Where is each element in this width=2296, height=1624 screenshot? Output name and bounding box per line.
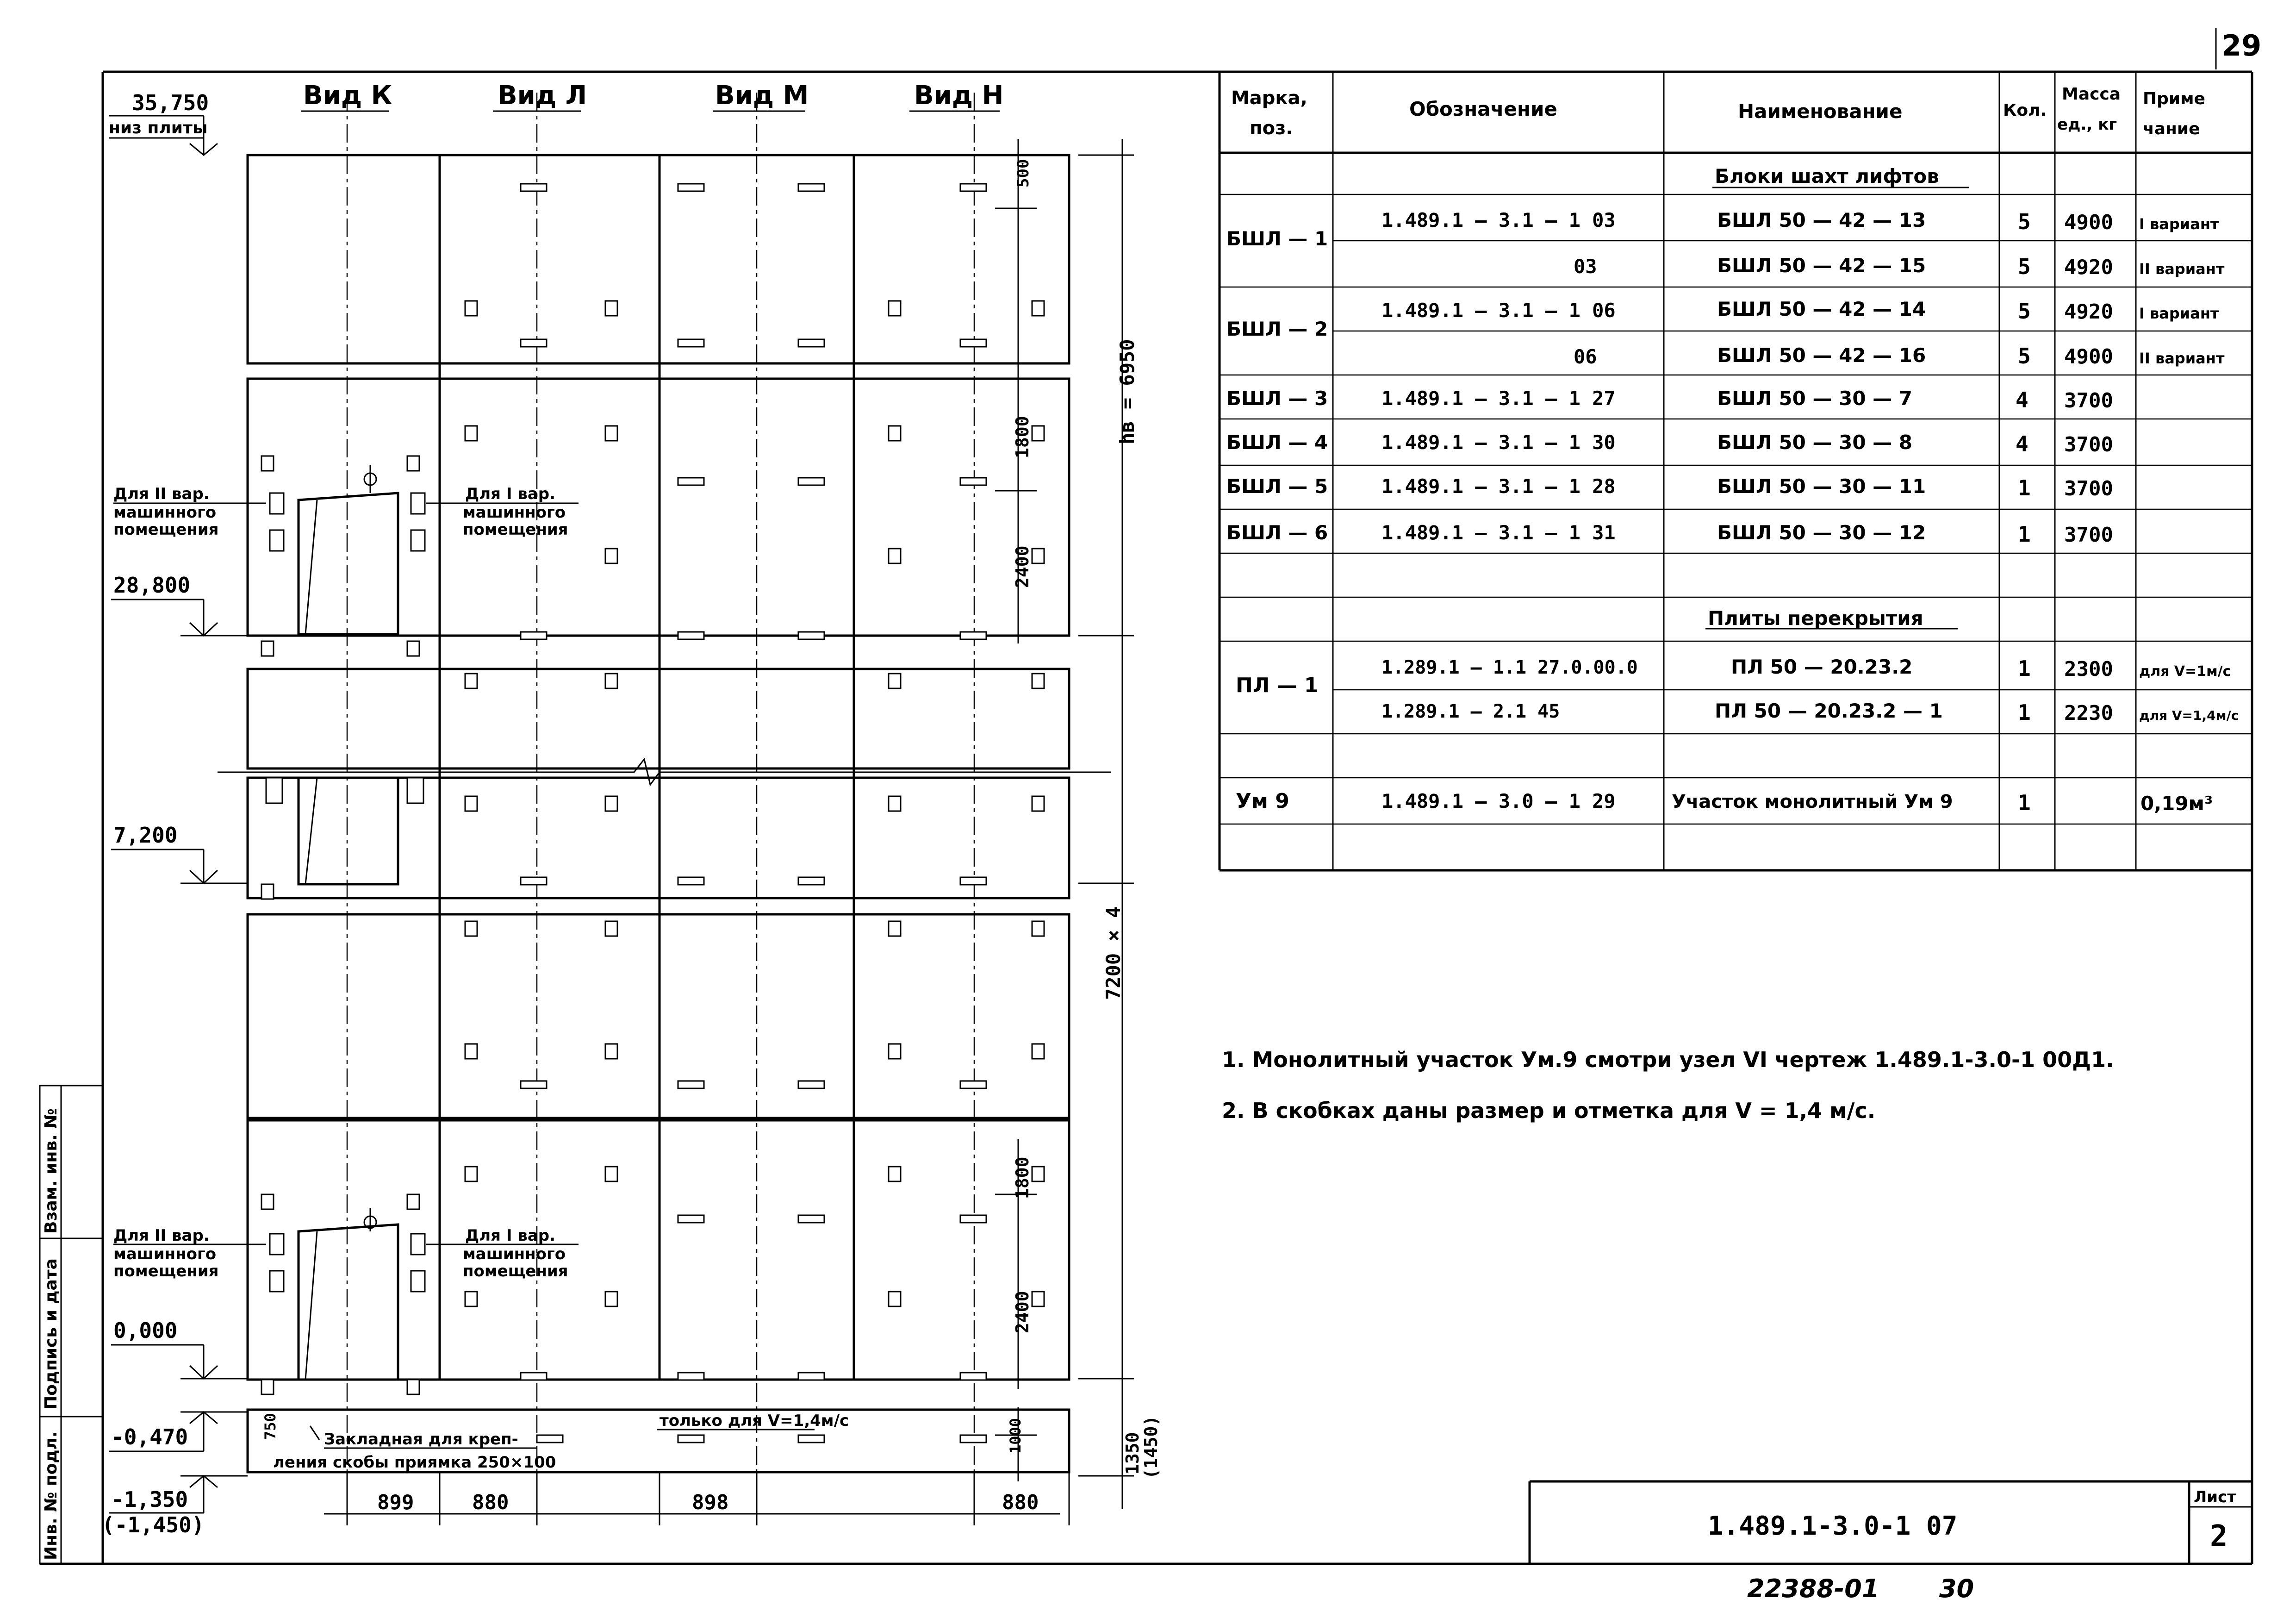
row-11-designation: 1.489.1 — 3.0 — 1 29	[1381, 790, 1616, 812]
row-4-designation: 06	[1574, 345, 1597, 368]
row-6-designation: 1.489.1 — 3.1 — 1 30	[1381, 431, 1616, 454]
row-1-note: I вариант	[2139, 215, 2219, 233]
title-sheet-label: Лист	[2194, 1488, 2236, 1506]
row-4-qty: 5	[2018, 344, 2031, 369]
dim-1000: 1000	[1007, 1418, 1024, 1454]
row-3-note: I вариант	[2139, 305, 2219, 322]
dim-750: 750	[261, 1413, 279, 1440]
stamp-inv-podl: Инв. № подл.	[42, 1431, 61, 1560]
level-top: 35,750	[132, 90, 209, 115]
row-11-name: Участок монолитный Ум 9	[1672, 791, 1953, 812]
row-6-mark: БШЛ — 4	[1226, 431, 1328, 454]
row-8-qty: 1	[2018, 522, 2031, 547]
callout-bottom-1: Закладная для креп-	[324, 1430, 518, 1449]
row-9-note: для V=1м/с	[2139, 663, 2231, 680]
view-title-k: Вид К	[303, 81, 392, 111]
level-l4: -0,470	[111, 1424, 188, 1449]
callout-right-upper-3: помещения	[463, 520, 568, 539]
level-l1: 28,800	[113, 573, 191, 598]
row-5-mass: 3700	[2064, 389, 2113, 412]
callout-right-lower-2: машинного	[463, 1245, 566, 1263]
callout-left-upper-1: Для II вар.	[113, 485, 210, 503]
stamp-vzam: Взам. инв. №	[42, 1108, 61, 1234]
row-7-mark: БШЛ — 5	[1226, 475, 1328, 498]
row-7-name: БШЛ 50 — 30 — 11	[1717, 475, 1926, 498]
row-3-name: БШЛ 50 — 42 — 14	[1717, 298, 1926, 320]
sheet-page-number: 29	[2221, 29, 2262, 62]
section-1-title: Блоки шахт лифтов	[1715, 165, 1939, 187]
bottom-dimensions	[324, 1472, 1069, 1525]
embedded-plates	[521, 184, 986, 1443]
row-10-note: для V=1,4м/с	[2139, 708, 2239, 723]
level-l2: 7,200	[113, 823, 178, 848]
th-note-1: Приме	[2143, 89, 2205, 108]
callout-bottom-2: ления скобы приямка 250×100	[273, 1453, 556, 1472]
callout-right-upper-1: Для I вар.	[465, 485, 556, 503]
view-title-l: Вид Л	[498, 81, 587, 111]
row-7-qty: 1	[2018, 475, 2031, 500]
spec-table	[1220, 72, 2252, 870]
dim-898: 898	[692, 1491, 729, 1514]
row-5-name: БШЛ 50 — 30 — 7	[1717, 387, 1913, 410]
row-8-mark: БШЛ — 6	[1226, 521, 1328, 544]
view-titles	[301, 81, 1004, 111]
row-11-note: 0,19м³	[2140, 792, 2213, 815]
dim-1800-b: 1800	[1012, 1156, 1033, 1199]
callout-right-lower-1: Для I вар.	[465, 1226, 556, 1245]
door-openings	[266, 465, 425, 1380]
stamp-podpis: Подпись и дата	[42, 1258, 61, 1410]
dim-1350: 1350	[1122, 1432, 1143, 1474]
note-1: 1. Монолитный участок Ум.9 смотри узел VI чертеж 1.489.1-3.0-1 00Д1.	[1222, 1047, 2114, 1072]
callout-left-lower-2: машинного	[113, 1245, 217, 1263]
level-l5: -1,350	[111, 1487, 188, 1512]
th-mass-2: ед., кг	[2057, 115, 2117, 134]
row-1-designation: 1.489.1 — 3.1 — 1 03	[1381, 209, 1616, 231]
row-9-name: ПЛ 50 — 20.23.2	[1731, 656, 1913, 678]
notes	[1222, 1047, 2114, 1123]
callouts	[113, 485, 849, 1472]
row-2-mass: 4920	[2064, 256, 2113, 279]
dim-880-a: 880	[472, 1491, 509, 1514]
row-8-name: БШЛ 50 — 30 — 12	[1717, 521, 1926, 544]
title-code: 1.489.1-3.0-1 07	[1708, 1511, 1958, 1541]
dim-2400-a: 2400	[1012, 545, 1033, 588]
row-4-name: БШЛ 50 — 42 — 16	[1717, 344, 1926, 367]
note-2: 2. В скобках даны размер и отметка для V = 1,4 м/с.	[1222, 1098, 1876, 1123]
row-10-name: ПЛ 50 — 20.23.2 — 1	[1715, 700, 1943, 722]
row-2-note: II вариант	[2139, 260, 2225, 278]
row-8-designation: 1.489.1 — 3.1 — 1 31	[1381, 521, 1616, 544]
row-1-mark: БШЛ — 1	[1226, 227, 1328, 250]
row-6-mass: 3700	[2064, 433, 2113, 456]
dim-899: 899	[377, 1491, 414, 1514]
callout-left-lower-3: помещения	[113, 1262, 219, 1280]
row-10-designation: 1.289.1 — 2.1 45	[1381, 701, 1560, 722]
callout-left-upper-3: помещения	[113, 520, 219, 539]
dim-1450: (1450)	[1141, 1415, 1161, 1479]
row-11-mark: Ум 9	[1236, 789, 1289, 813]
block-separators	[218, 93, 1111, 1518]
row-7-mass: 3700	[2064, 477, 2113, 500]
row-9-mass: 2300	[2064, 657, 2113, 681]
row-11-qty: 1	[2018, 790, 2031, 815]
callout-left-lower-1: Для II вар.	[113, 1226, 210, 1245]
dim-hb: hв = 6950	[1116, 339, 1139, 444]
callout-bottom-3: только для V=1,4м/с	[660, 1412, 849, 1430]
level-marks	[102, 90, 248, 1537]
th-mark-2: поз.	[1250, 118, 1293, 139]
th-mark-1: Марка,	[1231, 87, 1307, 109]
dim-2400-b: 2400	[1012, 1291, 1033, 1333]
row-3-mass: 4920	[2064, 300, 2113, 324]
th-note-2: чание	[2143, 119, 2200, 138]
row-4-mass: 4900	[2064, 345, 2113, 369]
spec-section-3	[1236, 789, 2213, 815]
view-title-m: Вид М	[715, 81, 809, 111]
row-5-mark: БШЛ — 3	[1226, 387, 1328, 410]
row-5-designation: 1.489.1 — 3.1 — 1 27	[1381, 387, 1616, 410]
spec-section-2	[1236, 607, 2239, 725]
row-3-qty: 5	[2018, 299, 2031, 324]
row-2-designation: 03	[1574, 255, 1597, 278]
dim-1800-a: 1800	[1012, 416, 1033, 458]
th-name: Наименование	[1738, 100, 1903, 123]
row-10-mass: 2230	[2064, 701, 2113, 725]
footer-archive: 22388-01	[1747, 1574, 1879, 1603]
row-6-qty: 4	[2016, 431, 2028, 456]
row-2-name: БШЛ 50 — 42 — 15	[1717, 254, 1926, 277]
callout-left-upper-2: машинного	[113, 503, 217, 522]
th-designation: Обозначение	[1409, 98, 1557, 120]
row-9-qty: 1	[2018, 656, 2031, 681]
dimension-chain	[261, 139, 1161, 1509]
dim-7200x4: 7200 × 4	[1102, 906, 1125, 1000]
row-1-qty: 5	[2018, 209, 2031, 234]
row-6-name: БШЛ 50 — 30 — 8	[1717, 431, 1913, 454]
level-top-note: низ плиты	[109, 119, 208, 137]
row-3-designation: 1.489.1 — 3.1 — 1 06	[1381, 299, 1616, 322]
spec-section-1	[1226, 165, 2225, 547]
row-9-mark: ПЛ — 1	[1236, 674, 1319, 697]
th-qty: Кол.	[2003, 101, 2047, 120]
row-2-qty: 5	[2018, 254, 2031, 279]
square-inserts	[261, 301, 1044, 1394]
spec-header	[1231, 85, 2205, 139]
row-4-note: II вариант	[2139, 350, 2225, 367]
row-10-qty: 1	[2018, 700, 2031, 725]
row-9-designation: 1.289.1 — 1.1 27.0.00.0	[1381, 657, 1638, 678]
row-1-name: БШЛ 50 — 42 — 13	[1717, 209, 1926, 231]
dim-880-b: 880	[1002, 1491, 1039, 1514]
view-title-n: Вид Н	[914, 81, 1004, 111]
callout-right-lower-3: помещения	[463, 1262, 568, 1280]
callout-right-upper-2: машинного	[463, 503, 566, 522]
level-l3: 0,000	[113, 1318, 178, 1343]
row-7-designation: 1.489.1 — 3.1 — 1 28	[1381, 475, 1616, 498]
row-8-mass: 3700	[2064, 523, 2113, 547]
title-block	[1530, 1481, 2252, 1564]
th-mass-1: Масса	[2062, 85, 2121, 104]
section-2-title: Плиты перекрытия	[1708, 607, 1923, 630]
title-sheet-no: 2	[2210, 1519, 2228, 1554]
side-stamp	[40, 1086, 103, 1564]
dim-500: 500	[1014, 159, 1033, 187]
row-5-qty: 4	[2016, 387, 2028, 412]
row-1-mass: 4900	[2064, 211, 2113, 234]
footer-page: 30	[1939, 1574, 1974, 1603]
row-3-mark: БШЛ — 2	[1226, 318, 1328, 340]
level-l5-alt: (-1,450)	[102, 1512, 205, 1537]
